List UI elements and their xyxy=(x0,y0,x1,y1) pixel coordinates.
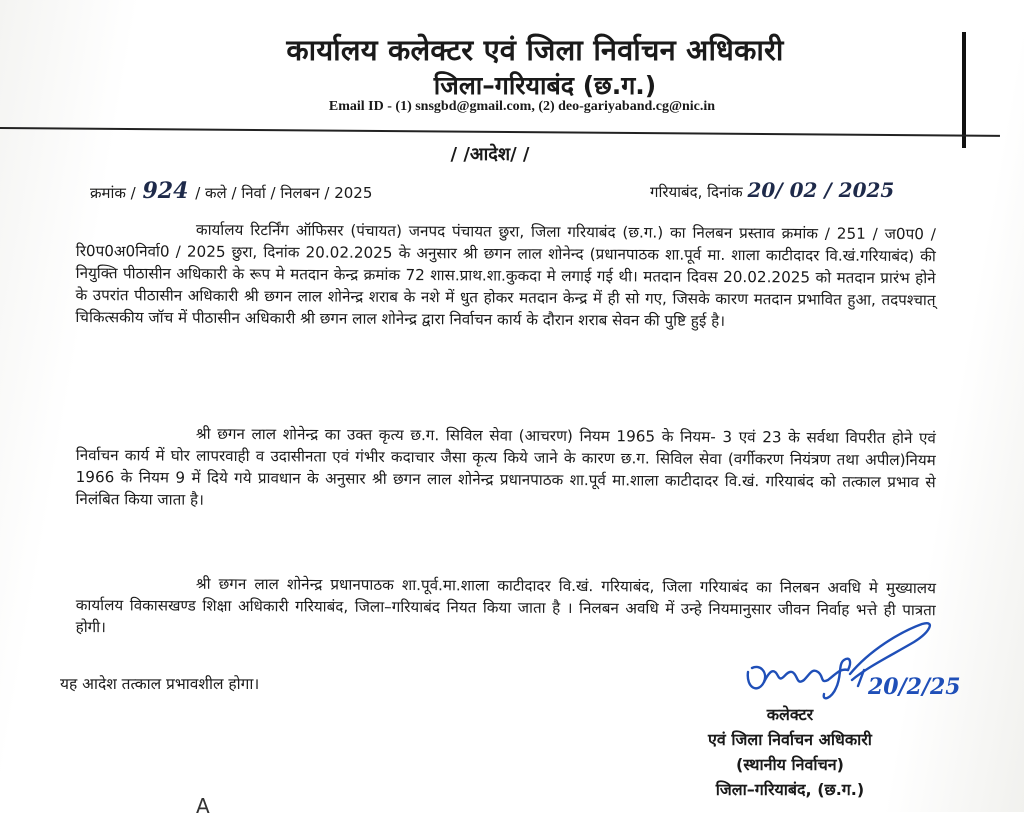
header-divider xyxy=(0,127,1000,137)
paragraph-2 xyxy=(75,422,936,515)
signature-date: 20/2/25 xyxy=(868,674,961,700)
reference-number xyxy=(90,178,372,204)
bottom-cut-mark: A xyxy=(196,794,210,818)
paragraph-3-text: श्री छगन लाल शोनेन्द्र प्रधानपाठक शा.पूर्व.मा.शाला काटीदादर वि.खं. गरियाबंद, जिला गरियाबंद का निलबन अवधि मे मुख्यालय कार्यालय विकासखण्ड शिक्षा अधिकारी गरियाबंद, जिला–गरियाबंद नियत किया जाता है । निलबन अवधि में उन्हे नियमानुसार जीवन निर्वाह भत्ते ही पात्रता होगी। xyxy=(75,574,936,637)
signatory-title: कलेक्टर xyxy=(766,705,814,724)
reference-suffix: / कले / निर्वा / निलबन / 2025 xyxy=(195,184,373,202)
paragraph-1-text: कार्यालय रिटर्निंग ऑफिसर (पंचायत) जनपद पंचायत छुरा, जिला गरियाबंद (छ.ग.) का निलबन प्रस्ताव क्रमांक / 251 / ज0प0 / रि0प0अ0निर्वा0 / 2025 छुरा, दिनांक 20.02.2025 के अनुसार श्री छगन लाल शोनेन्द (प्रधानपाठक शा.पूर्व मा. शाला काटीदादर वि.खं.गरियाबंद) की नियुक्ति पीठासीन अधिकारी के रूप मे मतदान केन्द्र क्रमांक 72 शास.प्राथ.शा.कुकदा मे लगाई गई थी। मतदान दिवस 20.02.2025 को मतदान प्रारंभ होने के उपरांत पीठासीन अधिकारी श्री छगन लाल शोनेन्द्र शराब के नशे में धुत होकर मतदान केन्द्र में ही सो गए, जिसके कारण मतदान प्रभावित हुआ, तदपश्चात् चिकित्सकीय जॉच में पीठासीन अधिकारी श्री छगन लाल शोनेन्द्र द्वारा निर्वाचन कार्य के दौरान शराब सेवन की पुष्टि हुई है। xyxy=(75,220,936,330)
signatory-department: (स्थानीय निर्वाचन) xyxy=(736,755,844,774)
handwritten-signature xyxy=(740,610,970,710)
signatory-district: जिला–गरियाबंद, (छ.ग.) xyxy=(715,780,865,799)
effect-statement: यह आदेश तत्काल प्रभावशील होगा। xyxy=(60,675,260,693)
reference-handwritten-number: 924 xyxy=(142,178,189,204)
date-prefix: गरियाबंद, दिनांक xyxy=(650,183,743,201)
signatory-designation: एवं जिला निर्वाचन अधिकारी xyxy=(708,730,872,749)
signatory-block xyxy=(640,702,940,802)
scan-edge-bar xyxy=(962,32,966,148)
order-date xyxy=(650,178,894,202)
order-heading: / /आदेश/ / xyxy=(450,144,530,165)
reference-prefix: क्रमांक / xyxy=(90,184,136,202)
office-title: कार्यालय कलेक्टर एवं जिला निर्वाचन अधिकारी xyxy=(286,33,784,67)
email-line: Email ID - (1) snsgbd@gmail.com, (2) deo-gariyaband.cg@nic.in xyxy=(328,99,716,114)
date-value: 20/ 02 / 2025 xyxy=(747,178,895,202)
district-title: जिला–गरियाबंद (छ.ग.) xyxy=(433,71,657,100)
paragraph-2-text: श्री छगन लाल शोनेन्द्र का उक्त कृत्य छ.ग. सिविल सेवा (आचरण) नियम 1965 के नियम- 3 एवं 23 के सर्वथा विपरीत होने एवं निर्वाचन कार्य में घोर लापरवाही व उदासीनता एवं गंभीर कदाचार जैसा कृत्य किये जाने के कारण छ.ग. सिविल सेवा (वर्गीकरण नियंत्रण तथा अपील)नियम 1966 के नियम 9 में दिये गये प्रावधान के अनुसार श्री छगन लाल शोनेन्द्र प्रधानपाठक शा.पूर्व मा.शाला काटीदादर वि.खं. गरियाबंद को तत्काल प्रभाव से निलंबित किया जाता है। xyxy=(75,424,936,509)
paragraph-1 xyxy=(75,218,936,333)
